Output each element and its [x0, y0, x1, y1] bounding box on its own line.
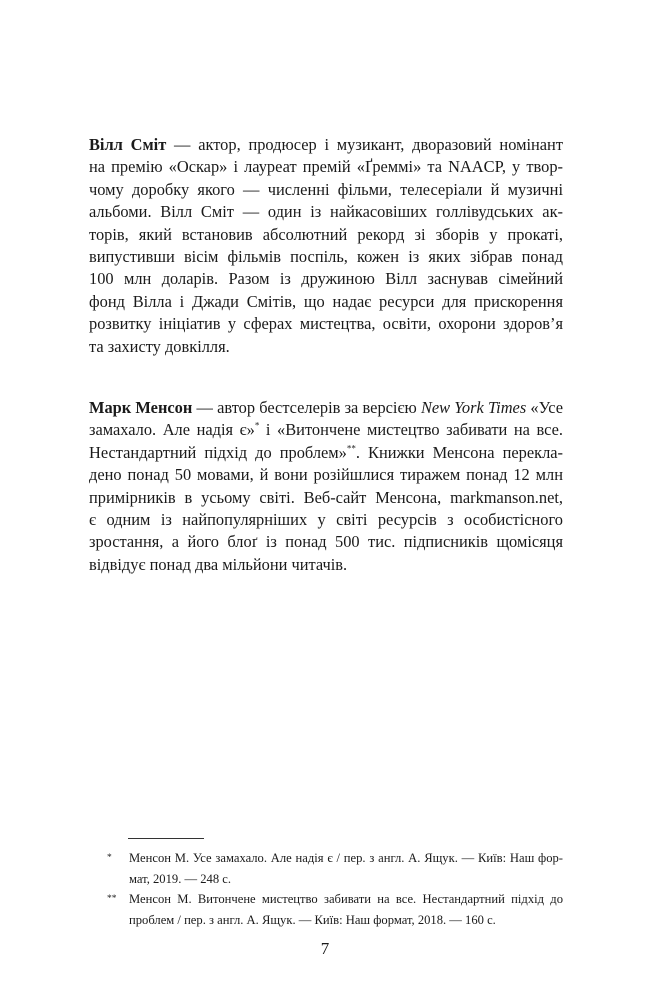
footnote-line: Менсон М. Усе замахало. Але надія є / пер. з англ. А. Ящук. — Київ: Наш фор-	[129, 851, 563, 865]
bio-text: і «Витончене мистецтво забивати на все.	[259, 420, 563, 440]
author-name: Марк Менсон	[89, 398, 193, 417]
author-bio-mark-manson	[89, 397, 563, 576]
bio-line: фонд Вілла і Джади Смітів, що надає ресурси для прискорення	[89, 291, 563, 311]
author-bio-will-smith	[89, 134, 563, 358]
author-name: Вілл Сміт	[89, 135, 167, 154]
bio-text: «Усе	[526, 398, 563, 417]
bio-line: чому доробку якого — численні фільми, телесеріали й музичні	[89, 179, 563, 199]
page-number: 7	[320, 939, 330, 958]
footnote-text	[129, 889, 563, 930]
bio-line: є одним із найпопулярніших у світі ресурсів з особистісного	[89, 510, 563, 530]
footnote-ref[interactable]: *	[254, 420, 260, 431]
bio-line: відвідує понад два мільйони читачів.	[89, 554, 348, 574]
bio-text: Нестандартний підхід до проблем»	[89, 442, 347, 462]
bio-line	[89, 442, 563, 464]
bio-line: розвитку ініціатив у сферах мистецтва, освіти, охорони здоров’я	[89, 314, 563, 334]
bio-line: зростання, а його блоґ із понад 500 тис. підписників щомісяця	[89, 532, 563, 552]
bio-text: — актор, продюсер і музикант, дворазовий номінант	[166, 135, 563, 154]
publication-name: New York Times	[420, 398, 527, 417]
bio-line	[89, 397, 563, 419]
bio-line: та захисту довкілля.	[89, 336, 230, 356]
footnote-ref[interactable]: **	[346, 443, 356, 454]
bio-line: примірників в усьому світі. Веб-сайт Менсона, markmanson.net,	[89, 487, 563, 507]
bio-text: замахало. Але надія є»	[89, 420, 255, 440]
bio-line: на премію «Оскар» і лауреат премій «Ґреммі» та NAACP, у твор-	[89, 157, 563, 177]
bio-line	[89, 419, 563, 441]
bio-line: альбоми. Вілл Сміт — один із найкасовіших голлівудських ак-	[89, 202, 563, 222]
footnote-mark: *	[107, 853, 112, 863]
footnote-line: проблем / пер. з англ. А. Ящук. — Київ: Наш формат, 2018. — 160 с.	[129, 912, 496, 927]
bio-line: випустивши вісім фільмів поспіль, кожен із яких зібрав понад	[89, 247, 563, 267]
footnote-line: Менсон М. Витончене мистецтво забивати на все. Нестандартний підхід до	[129, 892, 563, 906]
bio-line: 100 млн доларів. Разом із дружиною Вілл заснував сімейний	[89, 269, 563, 289]
footnote-mark: **	[107, 894, 117, 904]
footnote-text	[129, 848, 563, 889]
bio-line: дено понад 50 мовами, й вони розійшлися тиражем понад 12 млн	[89, 465, 563, 485]
bio-text: — автор бестселерів за версією	[192, 398, 421, 417]
bio-line: торів, який встановив абсолютний рекорд зі зборів у прокаті,	[89, 224, 563, 244]
footnote-divider	[128, 838, 204, 839]
footnote-line: мат, 2019. — 248 с.	[129, 871, 232, 886]
bio-line	[89, 134, 563, 156]
bio-text: . Книжки Менсона перекла-	[355, 442, 563, 462]
